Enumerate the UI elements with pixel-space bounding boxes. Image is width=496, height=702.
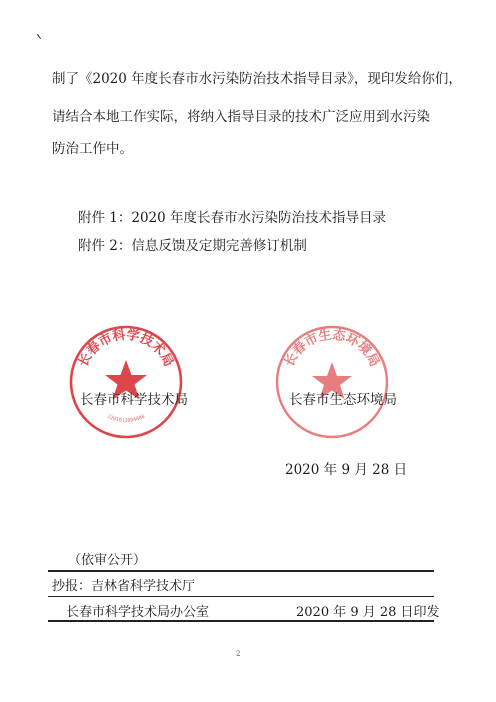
signature-org-1: 长春市科学技术局 — [80, 392, 188, 408]
issuer-office: 长春市科学技术局办公室 — [66, 605, 210, 620]
disclosure-note: （依审公开） — [68, 553, 147, 568]
issue-date: 2020 年 9 月 28 日印发 — [296, 605, 440, 620]
body-line-3: 防治工作中。 — [52, 141, 133, 157]
page-number: 2 — [236, 650, 241, 658]
seal1-arc-text: 长春市科学技术局 — [76, 327, 176, 370]
footer-rule-bottom — [48, 620, 434, 622]
cc-line: 抄报：吉林省科学技术厅 — [52, 579, 196, 594]
attachment-1: 附件 1：2020 年度长春市水污染防治技术指导目录 — [78, 210, 387, 226]
scan-mark — [37, 31, 45, 39]
seal-science-bureau — [66, 322, 186, 442]
seal2-arc-text: 长春市生态环境局 — [282, 327, 382, 370]
footer-rule-top — [48, 570, 434, 572]
body-line-2: 请结合本地工作实际，将纳入指导目录的技术广泛应用到水污染 — [52, 109, 430, 125]
svg-text:2201011004808 — [106, 414, 146, 424]
body-line-1: 制了《2020 年度长春市水污染防治技术指导目录》，现印发给你们， — [52, 71, 462, 87]
footer-rule-middle — [48, 596, 434, 597]
signature-org-2: 长春市生态环境局 — [289, 392, 397, 408]
attachment-2: 附件 2：信息反馈及定期完善修订机制 — [78, 238, 307, 254]
seal1-number: 2201011004808 — [106, 413, 146, 424]
document-date: 2020 年 9 月 28 日 — [285, 462, 408, 478]
seal-ecology-bureau — [272, 322, 392, 442]
